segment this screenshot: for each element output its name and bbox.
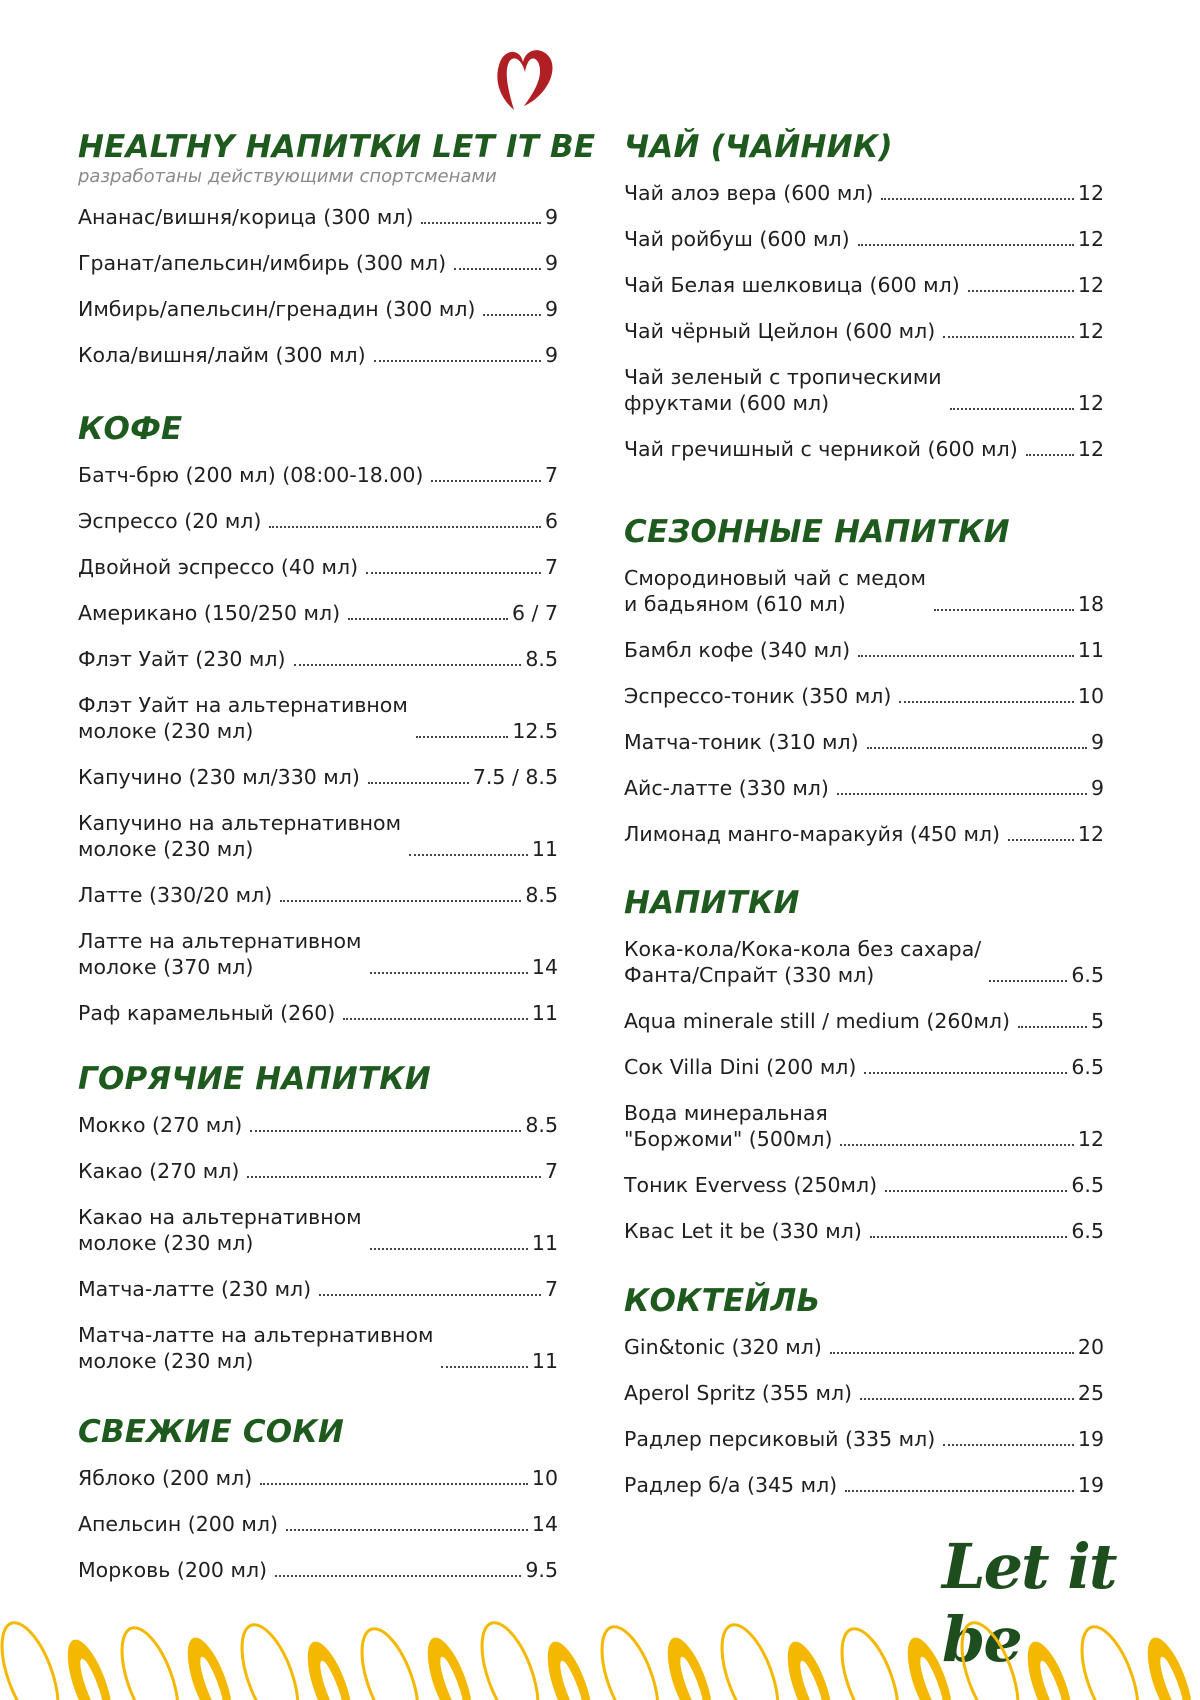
section-subtitle: разработаны действующими спортсменами [78, 166, 497, 187]
item-price: 7 [544, 1277, 558, 1301]
item-price: 12 [1077, 181, 1104, 205]
item-name: Чай ройбуш (600 мл) [624, 227, 850, 251]
item-price: 7.5 / 8.5 [472, 765, 558, 789]
item-name: Смородиновый чай с медом и бадьяном (610 мл) [624, 566, 926, 616]
dot-leader [989, 980, 1067, 982]
item-name: Матча-тоник (310 мл) [624, 730, 859, 754]
section-title: СЕЗОННЫЕ НАПИТКИ [624, 514, 1010, 550]
item-name: Эспрессо-тоник (350 мл) [624, 684, 892, 708]
dot-leader [343, 1018, 528, 1020]
dot-leader [409, 854, 528, 856]
menu-item [624, 565, 1104, 617]
section-title: НАПИТКИ [624, 885, 800, 921]
heart-logo-icon [492, 44, 558, 114]
menu-item [624, 364, 1104, 416]
menu-item [624, 1380, 1104, 1406]
menu-item [78, 462, 558, 488]
item-price: 7 [544, 463, 558, 487]
item-price: 12 [1077, 822, 1104, 846]
dot-leader [1018, 1026, 1087, 1028]
menu-item [624, 1334, 1104, 1360]
item-name: Какао на альтернативном молоке (230 мл) [78, 1205, 362, 1255]
dot-leader [260, 1483, 528, 1485]
dot-leader [1026, 454, 1074, 456]
item-price: 6.5 [1071, 1219, 1104, 1243]
menu-item [78, 1158, 558, 1184]
menu-item [624, 1218, 1104, 1244]
dot-leader [943, 336, 1074, 338]
dot-leader [348, 618, 508, 620]
item-price: 8.5 [525, 883, 558, 907]
item-name: Матча-латте (230 мл) [78, 1277, 312, 1301]
item-name: Флэт Уайт на альтернативном молоке (230 мл) [78, 693, 408, 743]
item-name: Вода минеральная "Боржоми" (500мл) [624, 1101, 833, 1151]
menu-item [78, 342, 558, 368]
item-price: 10 [1077, 684, 1104, 708]
section-fresh-juices [78, 1413, 558, 1603]
item-name: Батч-брю (200 мл) (08:00-18.00) [78, 463, 424, 487]
item-price: 18 [1077, 592, 1104, 616]
item-price: 19 [1077, 1473, 1104, 1497]
dot-leader [1008, 839, 1074, 841]
menu-item [78, 928, 558, 980]
item-name: Gin&tonic (320 мл) [624, 1335, 822, 1359]
dot-leader [870, 1236, 1068, 1238]
dot-leader [845, 1490, 1074, 1492]
item-name: Тоник Evervess (250мл) [624, 1173, 878, 1197]
item-name: Айс-латте (330 мл) [624, 776, 829, 800]
menu-item [624, 775, 1104, 801]
item-name: Aperol Spritz (355 мл) [624, 1381, 853, 1405]
item-price: 11 [531, 1231, 558, 1255]
menu-item [624, 272, 1104, 298]
dot-leader [280, 900, 521, 902]
brand-text: Let it be [942, 1530, 1116, 1676]
section-title: КОКТЕЙЛЬ [624, 1283, 821, 1319]
dot-leader [934, 609, 1074, 611]
item-price: 12 [1077, 273, 1104, 297]
menu-item [624, 729, 1104, 755]
item-name: Сок Villa Dini (200 мл) [624, 1055, 857, 1079]
item-name: Радлер персиковый (335 мл) [624, 1427, 936, 1451]
item-name: Aqua minerale still / medium (260мл) [624, 1009, 1011, 1033]
menu-item [624, 1426, 1104, 1452]
item-price: 11 [531, 1001, 558, 1025]
item-name: Кока-кола/Кока-кола без сахара/ Фанта/Спрайт (330 мл) [624, 937, 982, 987]
section-seasonal-drinks [624, 513, 1104, 867]
dot-leader [483, 314, 541, 316]
item-name: Чай чёрный Цейлон (600 мл) [624, 319, 936, 343]
dot-leader [454, 268, 541, 270]
menu-item [78, 1465, 558, 1491]
menu-item [624, 1172, 1104, 1198]
item-price: 9 [544, 251, 558, 275]
item-price: 10 [531, 1466, 558, 1490]
item-price: 7 [544, 555, 558, 579]
menu-item [78, 1276, 558, 1302]
menu-item [78, 1204, 558, 1256]
menu-item [78, 296, 558, 322]
dot-leader [943, 1444, 1074, 1446]
dot-leader [968, 290, 1074, 292]
item-price: 9 [544, 205, 558, 229]
section-drinks [624, 884, 1104, 1264]
dot-leader [858, 655, 1074, 657]
item-price: 12 [1077, 437, 1104, 461]
dot-leader [250, 1130, 521, 1132]
menu-item [624, 226, 1104, 252]
section-title: КОФЕ [78, 411, 183, 447]
menu-item [624, 1008, 1104, 1034]
menu-item [624, 318, 1104, 344]
dot-leader [881, 198, 1073, 200]
item-price: 6.5 [1071, 1173, 1104, 1197]
dot-leader [370, 1248, 528, 1250]
item-name: Флэт Уайт (230 мл) [78, 647, 286, 671]
item-price: 9.5 [525, 1558, 558, 1582]
section-title: HEALTHY НАПИТКИ LET IT BE [78, 129, 596, 165]
item-name: Чай Белая шелковица (600 мл) [624, 273, 960, 297]
dot-leader [421, 222, 541, 224]
item-name: Бамбл кофе (340 мл) [624, 638, 851, 662]
item-price: 12.5 [512, 719, 558, 743]
menu-item [78, 204, 558, 230]
item-price: 11 [531, 837, 558, 861]
item-price: 8.5 [525, 647, 558, 671]
item-price: 11 [531, 1349, 558, 1373]
item-price: 12 [1077, 1127, 1104, 1151]
item-price: 6.5 [1071, 1055, 1104, 1079]
item-name: Латте (330/20 мл) [78, 883, 273, 907]
menu-item [624, 180, 1104, 206]
item-price: 6 [544, 509, 558, 533]
dot-leader [830, 1352, 1074, 1354]
item-price: 19 [1077, 1427, 1104, 1451]
item-price: 7 [544, 1159, 558, 1183]
item-name: Американо (150/250 мл) [78, 601, 341, 625]
item-name: Квас Let it be (330 мл) [624, 1219, 862, 1243]
menu-item [78, 1557, 558, 1583]
item-name: Двойной эспрессо (40 мл) [78, 555, 359, 579]
item-name: Чай алоэ вера (600 мл) [624, 181, 874, 205]
menu-item [78, 1000, 558, 1026]
dot-leader [269, 526, 541, 528]
item-price: 9 [1090, 730, 1104, 754]
section-title: ЧАЙ (ЧАЙНИК) [624, 129, 893, 165]
item-name: Чай зеленый с тропическими фруктами (600 мл) [624, 365, 942, 415]
menu-item [78, 600, 558, 626]
section-title: СВЕЖИЕ СОКИ [78, 1414, 345, 1450]
dot-leader [441, 1366, 527, 1368]
item-price: 6 / 7 [511, 601, 558, 625]
menu-item [78, 1511, 558, 1537]
menu-item [78, 764, 558, 790]
menu-item [78, 646, 558, 672]
item-price: 9 [544, 343, 558, 367]
item-price: 6.5 [1071, 963, 1104, 987]
item-price: 9 [544, 297, 558, 321]
item-name: Ананас/вишня/корица (300 мл) [78, 205, 414, 229]
item-name: Лимонад манго-маракуйя (450 мл) [624, 822, 1001, 846]
section-hot-drinks [78, 1060, 558, 1394]
section-title: ГОРЯЧИЕ НАПИТКИ [78, 1061, 431, 1097]
item-name: Раф карамельный (260) [78, 1001, 336, 1025]
decorative-leaf-pattern [0, 1605, 1200, 1700]
item-price: 9 [1090, 776, 1104, 800]
brand-signature [942, 1530, 1122, 1676]
item-name: Матча-латте на альтернативном молоке (230 мл) [78, 1323, 434, 1373]
item-name: Морковь (200 мл) [78, 1558, 268, 1582]
dot-leader [366, 572, 541, 574]
item-price: 12 [1077, 319, 1104, 343]
menu-item [78, 508, 558, 534]
menu-item [78, 810, 558, 862]
menu-item [624, 1054, 1104, 1080]
dot-leader [899, 701, 1073, 703]
dot-leader [319, 1294, 541, 1296]
section-healthy-drinks [78, 128, 596, 388]
dot-leader [294, 664, 522, 666]
menu-item [78, 692, 558, 744]
item-name: Чай гречишный с черникой (600 мл) [624, 437, 1018, 461]
item-name: Радлер б/а (345 мл) [624, 1473, 838, 1497]
dot-leader [858, 244, 1074, 246]
dot-leader [370, 972, 528, 974]
dot-leader [840, 1144, 1073, 1146]
menu-item [624, 436, 1104, 462]
item-name: Латте на альтернативном молоке (370 мл) [78, 929, 362, 979]
dot-leader [416, 736, 509, 738]
dot-leader [837, 793, 1087, 795]
dot-leader [864, 1072, 1067, 1074]
dot-leader [867, 747, 1087, 749]
item-name: Кола/вишня/лайм (300 мл) [78, 343, 366, 367]
item-name: Мокко (270 мл) [78, 1113, 243, 1137]
menu-item [624, 1472, 1104, 1498]
item-name: Капучино (230 мл/330 мл) [78, 765, 360, 789]
item-name: Эспрессо (20 мл) [78, 509, 262, 533]
dot-leader [374, 360, 541, 362]
item-price: 14 [531, 955, 558, 979]
dot-leader [860, 1398, 1074, 1400]
item-name: Апельсин (200 мл) [78, 1512, 278, 1536]
menu-item [624, 821, 1104, 847]
menu-item [78, 250, 558, 276]
item-name: Капучино на альтернативном молоке (230 мл) [78, 811, 402, 861]
dot-leader [368, 782, 469, 784]
item-name: Какао (270 мл) [78, 1159, 240, 1183]
item-price: 8.5 [525, 1113, 558, 1137]
item-name: Имбирь/апельсин/гренадин (300 мл) [78, 297, 476, 321]
menu-item [78, 882, 558, 908]
item-price: 12 [1077, 227, 1104, 251]
menu-item [624, 1100, 1104, 1152]
dot-leader [247, 1176, 541, 1178]
item-price: 12 [1077, 391, 1104, 415]
menu-item [78, 1322, 558, 1374]
item-name: Яблоко (200 мл) [78, 1466, 253, 1490]
item-name: Гранат/апельсин/имбирь (300 мл) [78, 251, 447, 275]
item-price: 25 [1077, 1381, 1104, 1405]
dot-leader [275, 1575, 521, 1577]
menu-item [624, 637, 1104, 663]
section-coffee [78, 410, 558, 1046]
menu-item [78, 1112, 558, 1138]
section-cocktail [624, 1282, 1104, 1518]
item-price: 11 [1077, 638, 1104, 662]
item-price: 20 [1077, 1335, 1104, 1359]
menu-item [624, 936, 1104, 988]
dot-leader [950, 408, 1074, 410]
menu-item [78, 554, 558, 580]
section-tea [624, 128, 1104, 482]
dot-leader [286, 1529, 528, 1531]
item-price: 5 [1090, 1009, 1104, 1033]
dot-leader [885, 1190, 1067, 1192]
menu-item [624, 683, 1104, 709]
item-price: 14 [531, 1512, 558, 1536]
dot-leader [431, 480, 541, 482]
